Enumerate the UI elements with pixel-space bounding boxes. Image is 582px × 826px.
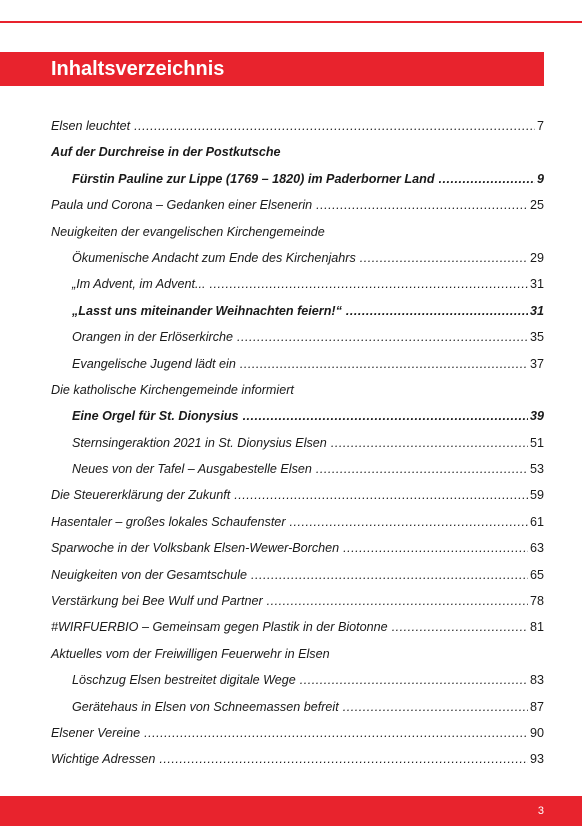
toc-entry[interactable]	[51, 562, 544, 588]
toc-entry-page: 31	[529, 277, 544, 292]
toc-leader-dots	[243, 403, 528, 429]
page-title: Inhaltsverzeichnis	[51, 58, 225, 80]
toc-entry-label: Löschzug Elsen bestreitet digitale Wege	[72, 673, 296, 688]
toc-leader-dots	[240, 351, 528, 377]
toc-entry-page: 83	[529, 673, 544, 688]
footer-banner	[0, 796, 582, 826]
toc-entry[interactable]	[51, 614, 544, 640]
toc-leader-dots	[144, 720, 528, 746]
toc-leader-dots	[360, 245, 528, 271]
toc-entry-label: Neuigkeiten von der Gesamtschule	[51, 567, 248, 582]
toc-entry-label: Elsen leuchtet	[51, 119, 131, 133]
toc-entry-page: 93	[529, 752, 544, 767]
toc-section-heading	[51, 139, 544, 165]
toc-entry[interactable]	[51, 535, 544, 561]
toc-entry-label: Orangen in der Erlöserkirche	[72, 330, 233, 345]
toc-leader-dots	[209, 271, 528, 297]
toc-entry[interactable]	[51, 245, 544, 271]
toc-leader-dots	[439, 166, 535, 192]
toc-entry-label: Hasentaler – großes lokales Schaufenster	[51, 514, 286, 529]
toc-leader-dots	[316, 192, 528, 218]
toc-leader-dots	[134, 113, 535, 139]
toc-leader-dots	[159, 746, 528, 772]
toc-entry-page: 63	[529, 541, 544, 556]
toc-entry-label: Neues von der Tafel – Ausgabestelle Elsen	[72, 462, 312, 477]
toc-section-heading	[51, 377, 544, 403]
toc-entry[interactable]	[51, 430, 544, 456]
top-accent-rule	[0, 21, 582, 23]
toc-entry[interactable]	[51, 192, 544, 218]
toc-entry-page: 25	[529, 198, 544, 213]
toc-entry[interactable]	[51, 694, 544, 720]
toc-entry[interactable]	[51, 324, 544, 350]
toc-leader-dots	[267, 588, 528, 614]
toc-entry[interactable]	[51, 509, 544, 535]
toc-entry-label: Sparwoche in der Volksbank Elsen-Wewer-Borchen	[51, 541, 340, 556]
toc-entry-label: „Im Advent, im Advent...	[72, 277, 206, 292]
toc-leader-dots	[290, 509, 528, 535]
toc-entry-page: 7	[536, 119, 544, 133]
toc-entry-label: Aktuelles vom der Freiwilligen Feuerwehr in Elsen	[51, 646, 330, 661]
toc-leader-dots	[392, 614, 528, 640]
toc-entry[interactable]	[51, 403, 544, 429]
toc-entry-page: 87	[529, 699, 544, 714]
toc-entry-page: 29	[529, 250, 544, 265]
toc-entry[interactable]	[51, 667, 544, 693]
toc-entry-page: 53	[529, 462, 544, 477]
toc-entry[interactable]	[51, 271, 544, 297]
toc-entry-page: 39	[529, 409, 544, 424]
toc-leader-dots	[343, 694, 528, 720]
toc-section-heading	[51, 641, 544, 667]
toc-leader-dots	[251, 562, 528, 588]
toc-entry[interactable]	[51, 456, 544, 482]
toc-entry-page: 9	[536, 171, 544, 186]
toc-entry[interactable]	[51, 298, 544, 324]
toc-entry-label: „Lasst uns miteinander Weihnachten feiern!“	[72, 303, 342, 318]
toc-entry[interactable]	[51, 720, 544, 746]
toc-entry-label: Die katholische Kirchengemeinde informiert	[51, 382, 294, 397]
toc-entry-page: 51	[529, 435, 544, 450]
toc-entry-label: Verstärkung bei Bee Wulf und Partner	[51, 594, 263, 609]
toc-leader-dots	[346, 298, 528, 324]
table-of-contents	[51, 113, 544, 773]
toc-entry[interactable]	[51, 113, 544, 139]
toc-leader-dots	[300, 667, 528, 693]
toc-entry-label: Die Steuererklärung der Zukunft	[51, 488, 231, 503]
toc-entry-page: 81	[529, 620, 544, 635]
toc-leader-dots	[343, 535, 528, 561]
page-number: 3	[537, 805, 544, 817]
toc-entry-page: 35	[529, 330, 544, 345]
toc-leader-dots	[237, 324, 528, 350]
toc-entry[interactable]	[51, 351, 544, 377]
toc-entry-page: 37	[529, 356, 544, 371]
toc-entry-page: 90	[529, 725, 544, 740]
toc-entry-label: Neuigkeiten der evangelischen Kirchengemeinde	[51, 224, 325, 239]
toc-entry-label: #WIRFUERBIO – Gemeinsam gegen Plastik in der Biotonne	[51, 620, 388, 635]
toc-entry-page: 61	[529, 514, 544, 529]
title-banner	[0, 52, 544, 86]
toc-entry-label: Auf der Durchreise in der Postkutsche	[51, 145, 281, 160]
toc-entry-label: Evangelische Jugend lädt ein	[72, 356, 236, 371]
toc-entry[interactable]	[51, 482, 544, 508]
toc-leader-dots	[234, 482, 528, 508]
toc-section-heading	[51, 219, 544, 245]
toc-entry-label: Gerätehaus in Elsen von Schneemassen befreit	[72, 699, 339, 714]
toc-entry-label: Paula und Corona – Gedanken einer Elsenerin	[51, 198, 313, 213]
toc-entry-page: 59	[529, 488, 544, 503]
toc-entry-label: Eine Orgel für St. Dionysius	[72, 409, 239, 424]
toc-leader-dots	[331, 430, 528, 456]
toc-leader-dots	[316, 456, 528, 482]
toc-entry-page: 78	[529, 594, 544, 609]
toc-entry-label: Ökumenische Andacht zum Ende des Kirchenjahrs	[72, 250, 356, 265]
toc-entry[interactable]	[51, 588, 544, 614]
toc-entry-label: Elsener Vereine	[51, 725, 141, 740]
toc-entry[interactable]	[51, 166, 544, 192]
toc-entry-page: 31	[529, 303, 544, 318]
toc-entry-label: Fürstin Pauline zur Lippe (1769 – 1820) im Paderborner Land	[72, 171, 435, 186]
toc-entry-label: Wichtige Adressen	[51, 752, 156, 767]
toc-entry-page: 65	[529, 567, 544, 582]
toc-entry-label: Sternsingeraktion 2021 in St. Dionysius Elsen	[72, 435, 327, 450]
toc-entry[interactable]	[51, 746, 544, 772]
